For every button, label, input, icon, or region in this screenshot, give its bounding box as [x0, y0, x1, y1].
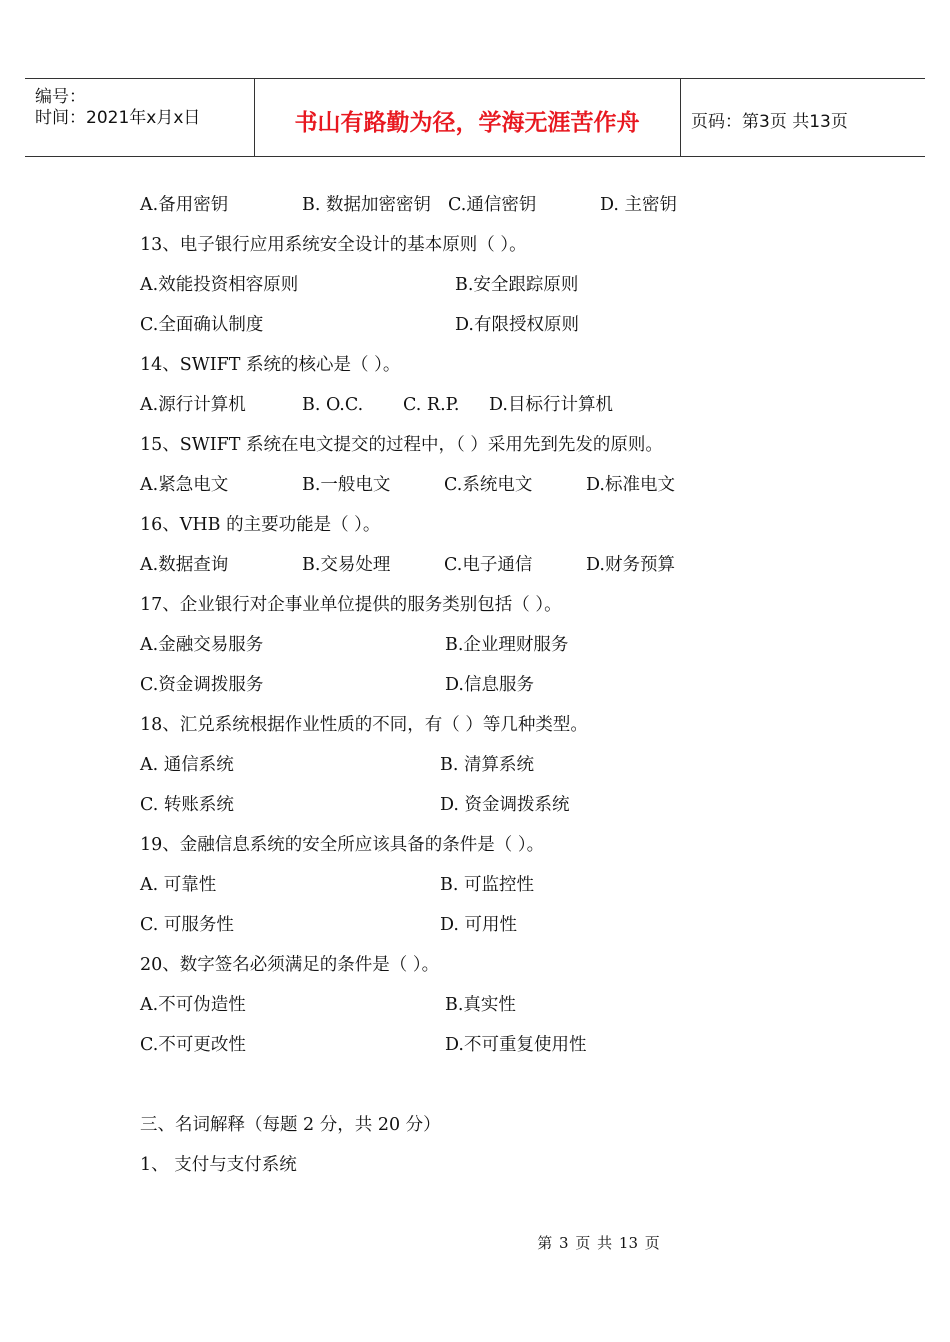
- section3-title: 三、名词解释（每题 2 分，共 20 分）: [140, 1115, 441, 1135]
- footer-total-pages: 13: [618, 1234, 638, 1252]
- q16-option-b: B.交易处理: [302, 555, 391, 575]
- q16-stem: 16、VHB 的主要功能是（ ）。: [140, 515, 381, 535]
- q20-option-b: B.真实性: [445, 995, 516, 1015]
- q18-stem: 18、汇兑系统根据作业性质的不同，有（ ）等几种类型。: [140, 715, 588, 735]
- footer-page-number: 3: [558, 1234, 569, 1252]
- q18-option-c: C. 转账系统: [140, 795, 234, 815]
- header-page-cell: [681, 79, 925, 156]
- q17-stem: 17、企业银行对企事业单位提供的服务类别包括（ ）。: [140, 595, 562, 615]
- q18-option-a: A. 通信系统: [140, 755, 234, 775]
- q19-option-b: B. 可监控性: [440, 875, 534, 895]
- q14-stem: 14、SWIFT 系统的核心是（ ）。: [140, 355, 401, 375]
- q19-option-c: C. 可服务性: [140, 915, 234, 935]
- q16-option-a: A.数据查询: [140, 555, 229, 575]
- doc-time-label: 时间：2021年x月x日: [35, 108, 201, 128]
- motto: 书山有路勤为径，学海无涯苦作舟: [294, 109, 640, 136]
- page-footer: [0, 1232, 950, 1253]
- q14-option-b: B. O.C.: [302, 395, 364, 415]
- q18-option-d: D. 资金调拨系统: [440, 795, 570, 815]
- q14-option-a: A.源行计算机: [140, 395, 246, 415]
- header-info-cell: [25, 79, 255, 156]
- q14-option-c: C. R.P.: [403, 395, 460, 415]
- q17-option-c: C.资金调拨服务: [140, 675, 264, 695]
- q12-option-a: A.备用密钥: [140, 195, 229, 215]
- q15-option-a: A.紧急电文: [140, 475, 229, 495]
- q15-option-d: D.标准电文: [586, 475, 675, 495]
- q16-option-c: C.电子通信: [444, 555, 533, 575]
- q17-option-b: B.企业理财服务: [445, 635, 569, 655]
- q15-option-c: C.系统电文: [444, 475, 533, 495]
- page-header: [25, 78, 925, 157]
- q13-option-d: D.有限授权原则: [455, 315, 579, 335]
- footer-word-ye: 页: [575, 1234, 591, 1252]
- q20-option-d: D.不可重复使用性: [445, 1035, 587, 1055]
- q17-option-d: D.信息服务: [445, 675, 534, 695]
- q20-option-c: C.不可更改性: [140, 1035, 246, 1055]
- doc-number-label: 编号：: [35, 87, 86, 107]
- page-info: 页码：第3页 共13页: [691, 112, 848, 132]
- q16-option-d: D.财务预算: [586, 555, 675, 575]
- q12-option-b: B. 数据加密密钥: [302, 195, 431, 215]
- q19-stem: 19、金融信息系统的安全所应该具备的条件是（ ）。: [140, 835, 545, 855]
- q15-stem: 15、SWIFT 系统在电文提交的过程中，（ ）采用先到先发的原则。: [140, 435, 663, 455]
- q12-option-d: D. 主密钥: [600, 195, 678, 215]
- q13-option-c: C.全面确认制度: [140, 315, 264, 335]
- q17-option-a: A.金融交易服务: [140, 635, 264, 655]
- section3-item-1: 1、 支付与支付系统: [140, 1155, 297, 1175]
- header-motto-cell: [254, 79, 681, 156]
- q13-option-b: B.安全跟踪原则: [455, 275, 579, 295]
- footer-word-gong: 共: [597, 1234, 613, 1252]
- footer-word-di: 第: [537, 1234, 553, 1252]
- q19-option-d: D. 可用性: [440, 915, 518, 935]
- q19-option-a: A. 可靠性: [140, 875, 217, 895]
- q20-stem: 20、数字签名必须满足的条件是（ ）。: [140, 955, 440, 975]
- q13-option-a: A.效能投资相容原则: [140, 275, 299, 295]
- q18-option-b: B. 清算系统: [440, 755, 534, 775]
- q13-stem: 13、电子银行应用系统安全设计的基本原则（ ）。: [140, 235, 527, 255]
- footer-word-ye-2: 页: [644, 1234, 660, 1252]
- q20-option-a: A.不可伪造性: [140, 995, 246, 1015]
- q12-option-c: C.通信密钥: [448, 195, 537, 215]
- q14-option-d: D.目标行计算机: [489, 395, 613, 415]
- q15-option-b: B.一般电文: [302, 475, 391, 495]
